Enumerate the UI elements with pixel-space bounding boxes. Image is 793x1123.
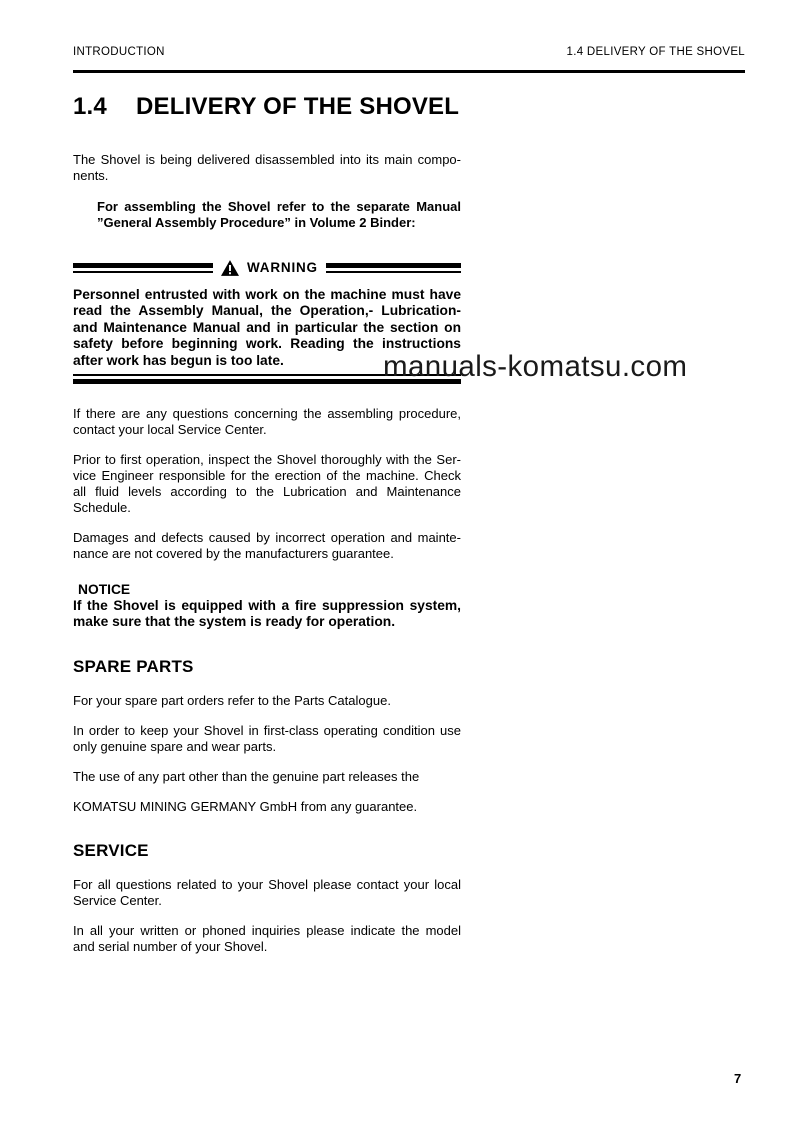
warning-rule-left xyxy=(73,263,213,273)
intro-paragraph: The Shovel is being delivered disassembled into its main components. xyxy=(73,152,461,183)
watermark-text: manuals-komatsu.com xyxy=(383,350,688,383)
heading-spare-parts: SPARE PARTS xyxy=(73,656,194,676)
notice-block xyxy=(73,582,461,631)
heading-service: SERVICE xyxy=(73,840,149,860)
warning-rule-right xyxy=(326,263,461,273)
spare-parts-paragraph-1: For your spare part orders refer to the Parts Catalogue. xyxy=(73,692,391,708)
content-column xyxy=(73,93,461,969)
header-rule xyxy=(73,70,745,73)
warning-triangle-icon xyxy=(221,260,239,276)
page-title xyxy=(73,93,461,121)
running-header xyxy=(73,46,745,58)
header-section-label: 1.4 DELIVERY OF THE SHOVEL xyxy=(566,46,745,58)
spare-parts-paragraph-2: In order to keep your Shovel in first-class operating condition use only genuine spare and wear parts. xyxy=(73,722,461,754)
service-paragraph-1: For all questions related to your Shovel please contact your local Service Center. xyxy=(73,876,461,908)
notice-text: If the Shovel is equipped with a fire suppression system, make sure that the system is ready for operation. xyxy=(73,598,461,630)
section-number: 1.4 xyxy=(73,93,107,120)
header-chapter-label: INTRODUCTION xyxy=(73,46,165,58)
assembly-note: For assembling the Shovel refer to the separate Manual ”General Assembly Procedure” in Volume 2 Binder: xyxy=(97,199,461,230)
service-paragraph-2: In all your written or phoned inquiries please indicate the model and serial number of your Shovel. xyxy=(73,922,461,954)
warning-text: Personnel entrusted with work on the machine must have read the Assembly Manual, the Operation,- Lubrication- and Maintenance Manual and in particular the section on safety before beginning work. Reading the instructions after work has begun is too late. xyxy=(73,287,461,368)
page-number: 7 xyxy=(734,1071,742,1086)
notice-label: NOTICE xyxy=(78,582,131,598)
spare-parts-paragraph-3: The use of any part other than the genuine part releases the xyxy=(73,768,420,784)
warning-label: WARNING xyxy=(247,260,318,275)
paragraph-questions: If there are any questions concerning the assembling procedure, contact your local Service Center. xyxy=(73,406,461,438)
warning-header xyxy=(73,259,461,276)
section-title-text: DELIVERY OF THE SHOVEL xyxy=(136,93,460,120)
paragraph-first-operation: Prior to first operation, inspect the Shovel thoroughly with the Service Engineer responsible for the erection of the machine. Check all fluid levels according to the Lubrication and Maintenance Schedule. xyxy=(73,452,461,516)
paragraph-damages: Damages and defects caused by incorrect operation and maintenance are not covered by the manufacturers guarantee. xyxy=(73,530,461,562)
spare-parts-paragraph-4: KOMATSU MINING GERMANY GmbH from any guarantee. xyxy=(73,798,418,814)
